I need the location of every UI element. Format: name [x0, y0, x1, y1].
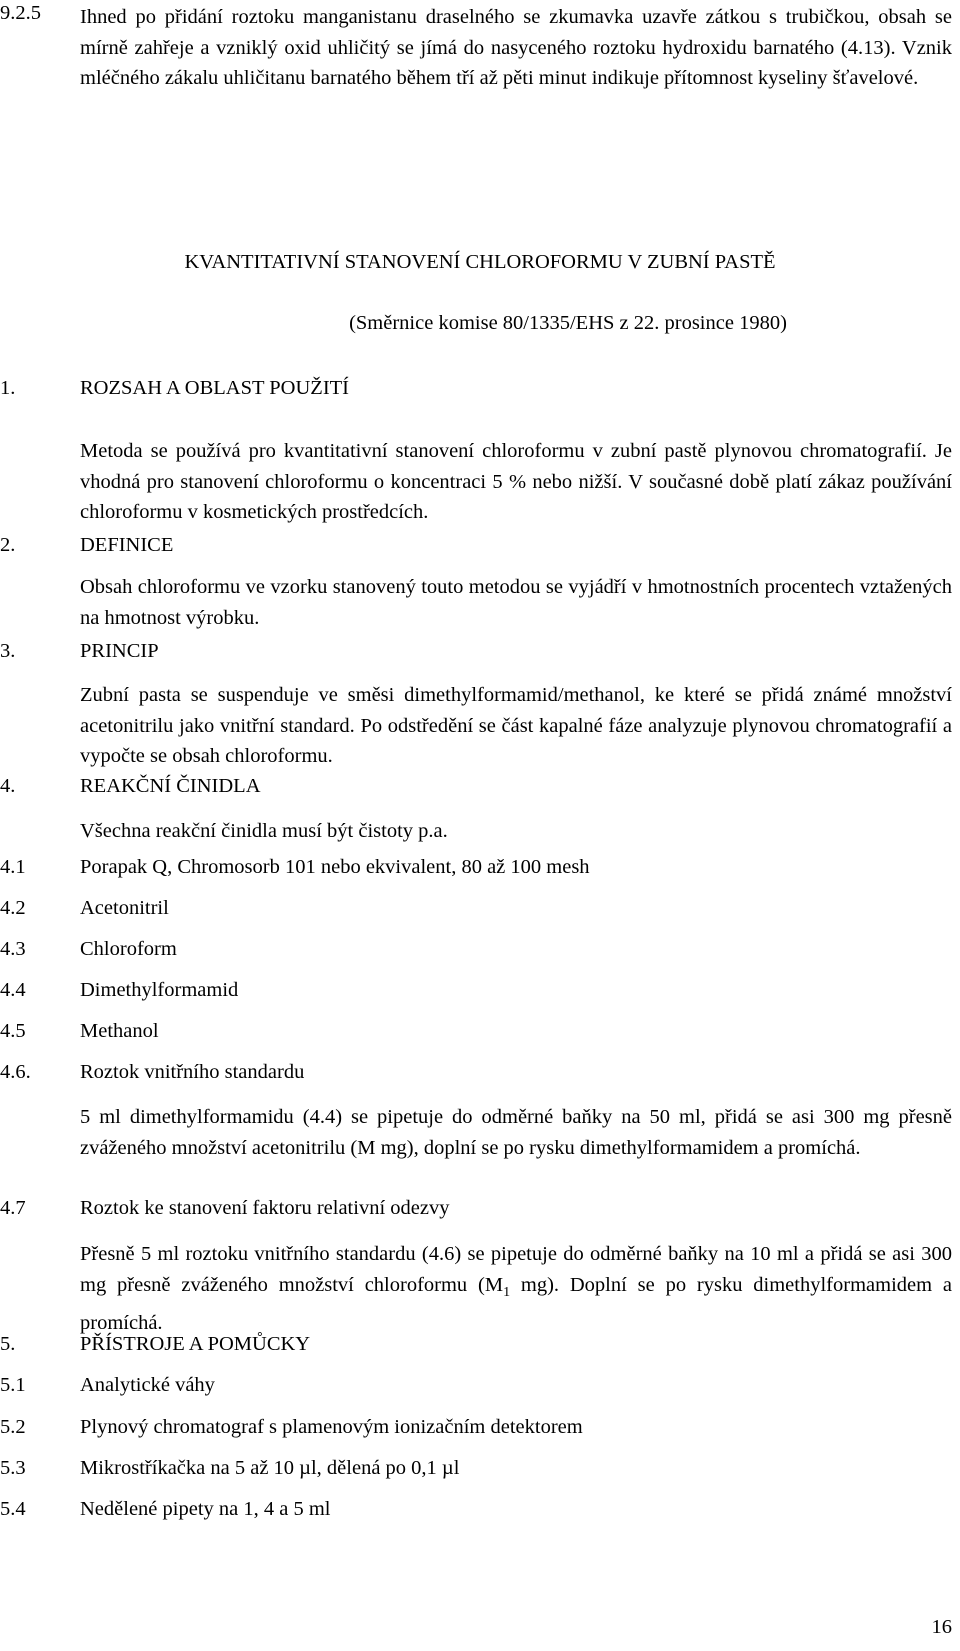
item-text: 5 ml dimethylformamidu (4.4) se pipetuje do odměrné baňky na 50 ml, přidá se asi 300 mg přesně zváženého množství acetonitrilu (M mg), doplní se po rysku dimethylformamidem a promíchá. [80, 1106, 952, 1159]
page-number: 16 [931, 1616, 952, 1638]
item-number: 5.1 [0, 1374, 26, 1396]
section-number: 1. [0, 377, 16, 399]
item-label: Nedělené pipety na 1, 4 a 5 ml [80, 1498, 331, 1520]
item-text-part: mg). Doplní se po rysku dimethylformamidem a promíchá. [80, 1273, 952, 1335]
intro-number: 9.2.5 [0, 2, 41, 24]
item-number: 4.1 [0, 856, 26, 878]
item-label: Dimethylformamid [80, 979, 239, 1001]
item-text-part: Přesně 5 ml roztoku vnitřního standardu (4.6) se pipetuje do odměrné baňky na 10 ml a přidá se asi 300 mg přesně zváženého množství chloroformu (M [80, 1243, 952, 1296]
item-number: 4.7 [0, 1197, 26, 1219]
section-title: REAKČNÍ ČINIDLA [80, 775, 261, 797]
item-number: 4.2 [0, 897, 26, 919]
section-number: 4. [0, 775, 16, 797]
section-title: PŘÍSTROJE A POMŮCKY [80, 1333, 311, 1355]
section-number: 5. [0, 1333, 16, 1355]
document-subtitle: (Směrnice komise 80/1335/EHS z 22. prosince 1980) [349, 312, 787, 334]
subscript: 1 [503, 1284, 511, 1300]
item-label: Plynový chromatograf s plamenovým ionizačním detektorem [80, 1416, 583, 1438]
item-number: 4.5 [0, 1020, 26, 1042]
item-label: Mikrostříkačka na 5 až 10 µl, dělená po 0,1 µl [80, 1457, 460, 1479]
item-number: 4.6. [0, 1061, 31, 1083]
item-text [80, 1239, 952, 1339]
section-number: 2. [0, 534, 16, 556]
item-number: 4.4 [0, 979, 26, 1001]
section-text: Zubní pasta se suspenduje ve směsi dimethylformamid/methanol, ke které se přidá známé množství acetonitrilu jako vnitřní standard. Po odstředění se část kapalné fáze analyzuje plynovou chromatografií a vypočte se obsah chloroformu. [80, 684, 952, 767]
section-title: DEFINICE [80, 534, 174, 556]
section-title: ROZSAH A OBLAST POUŽITÍ [80, 377, 349, 399]
intro-text: Ihned po přidání roztoku manganistanu draselného se zkumavka uzavře zátkou s trubičkou, obsah se mírně zahřeje a vzniklý oxid uhličitý se jímá do nasyceného roztoku hydroxidu barnatého (4.13). Vznik mléčného zákalu uhličitanu barnatého během tří až pěti minut indikuje přítomnost kyseliny šťavelové. [80, 6, 952, 89]
section-text: Metoda se používá pro kvantitativní stanovení chloroformu v zubní pastě plynovou chromatografií. Je vhodná pro stanovení chloroformu o koncentraci 5 % nebo nižší. V současné době platí zákaz používání chloroformu v kosmetických prostředcích. [80, 440, 952, 523]
item-number: 5.4 [0, 1498, 26, 1520]
item-label: Roztok vnitřního standardu [80, 1061, 305, 1083]
document-title: KVANTITATIVNÍ STANOVENÍ CHLOROFORMU V ZUBNÍ PASTĚ [184, 251, 776, 273]
section-title: PRINCIP [80, 640, 159, 662]
item-label: Chloroform [80, 938, 177, 960]
item-label: Porapak Q, Chromosorb 101 nebo ekvivalent, 80 až 100 mesh [80, 856, 590, 878]
item-number: 4.3 [0, 938, 26, 960]
section-text: Všechna reakční činidla musí být čistoty p.a. [80, 820, 448, 842]
item-label: Roztok ke stanovení faktoru relativní odezvy [80, 1197, 450, 1219]
section-number: 3. [0, 640, 16, 662]
item-number: 5.2 [0, 1416, 26, 1438]
item-number: 5.3 [0, 1457, 26, 1479]
item-label: Methanol [80, 1020, 159, 1042]
section-text: Obsah chloroformu ve vzorku stanovený touto metodou se vyjádří v hmotnostních procentech vztažených na hmotnost výrobku. [80, 576, 952, 629]
item-label: Acetonitril [80, 897, 169, 919]
item-label: Analytické váhy [80, 1374, 215, 1396]
